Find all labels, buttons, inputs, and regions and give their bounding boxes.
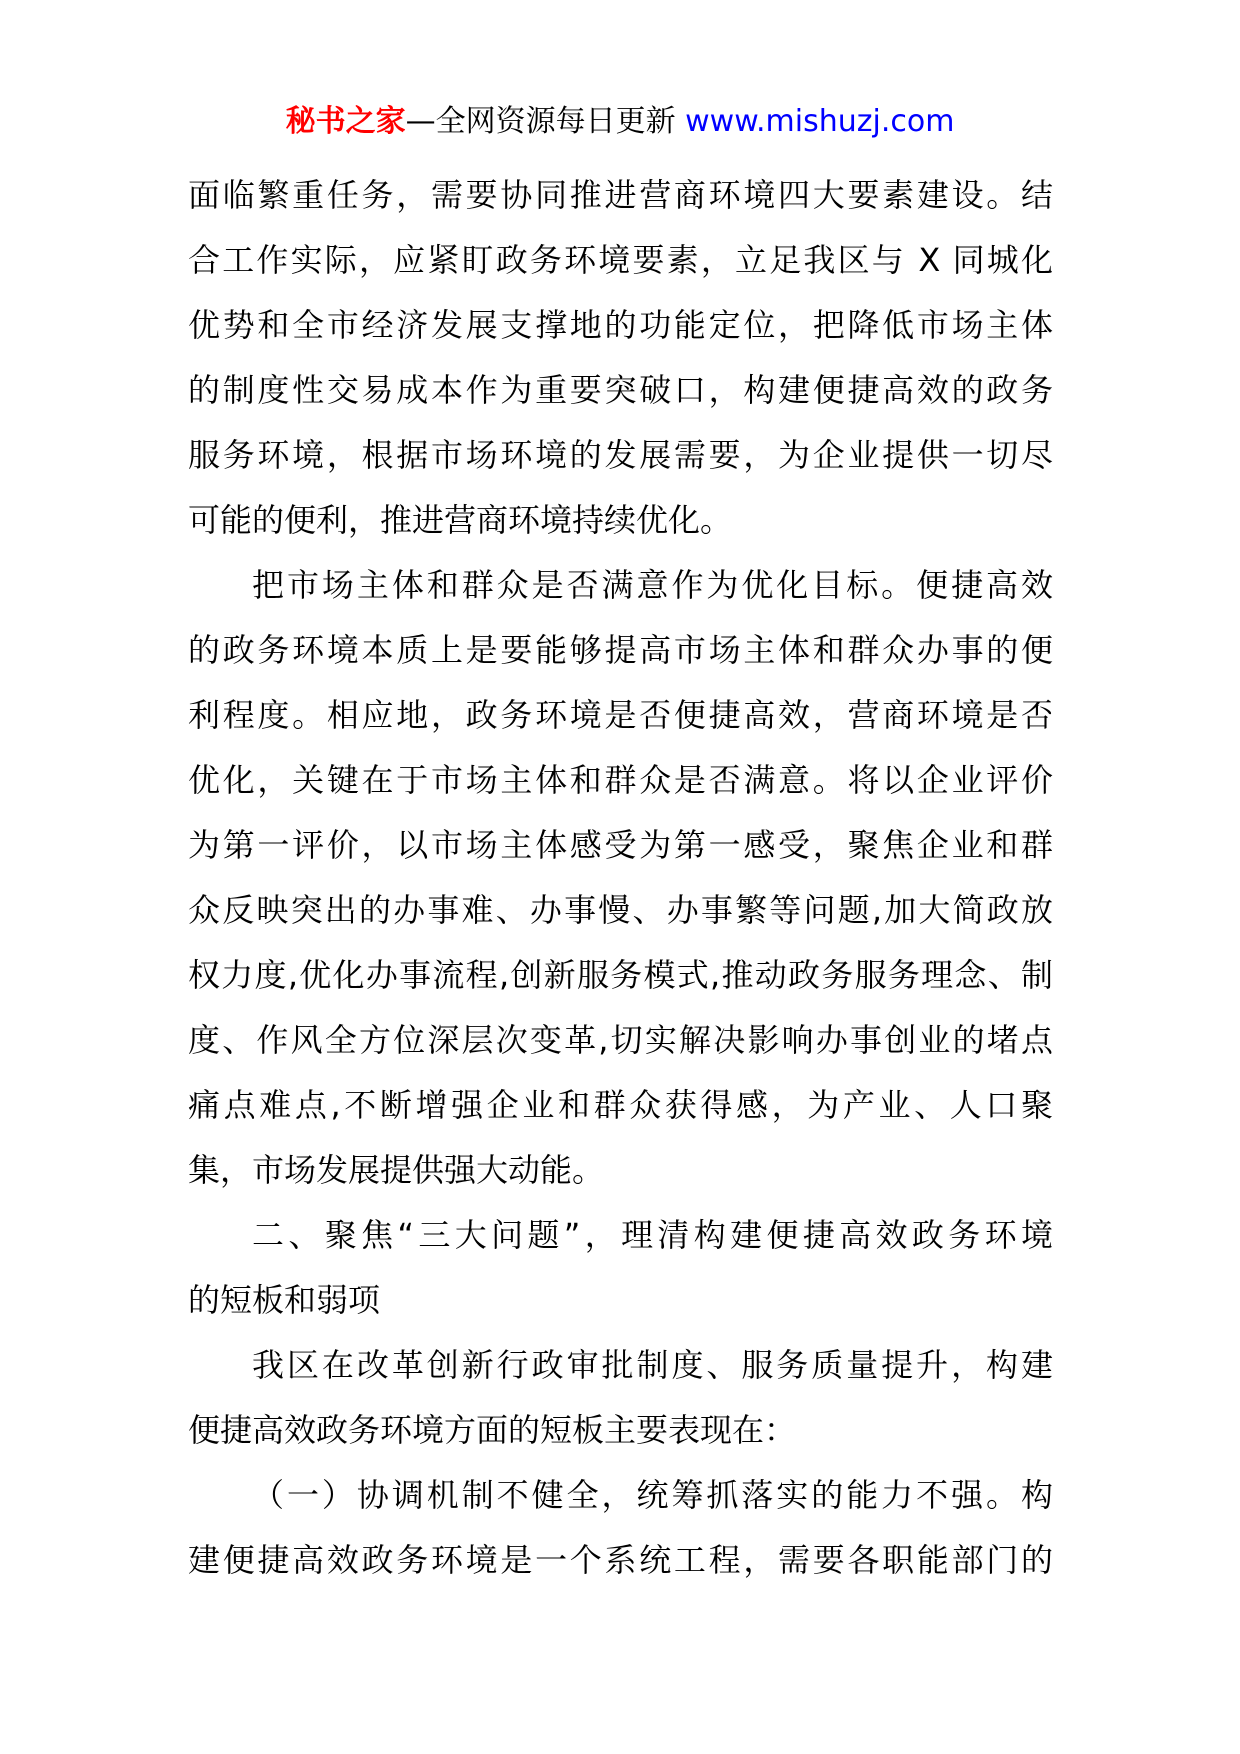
text-line: 的制度性交易成本作为重要突破口，构建便捷高效的政务 bbox=[188, 371, 1053, 409]
paragraph-start-line: （一）协调机制不健全，统筹抓落实的能力不强。构 bbox=[252, 1476, 1053, 1514]
site-slogan: —全网资源每日更新 bbox=[405, 104, 686, 139]
text-line: 痛点难点,不断增强企业和群众获得感，为产业、人口聚 bbox=[188, 1086, 1053, 1124]
site-header bbox=[0, 100, 1240, 144]
paragraph-start-line: 我区在改革创新行政审批制度、服务质量提升，构建 bbox=[252, 1346, 1053, 1384]
text-line: 为第一评价，以市场主体感受为第一感受，聚焦企业和群 bbox=[188, 826, 1053, 864]
text-line: 服务环境，根据市场环境的发展需要，为企业提供一切尽 bbox=[188, 436, 1053, 474]
text-line: 面临繁重任务，需要协同推进营商环境四大要素建设。结 bbox=[188, 176, 1053, 214]
text-line: 权力度,优化办事流程,创新服务模式,推动政务服务理念、制 bbox=[188, 956, 1053, 994]
text-line: 度、作风全方位深层次变革,切实解决影响办事创业的堵点 bbox=[188, 1021, 1053, 1059]
paragraph-end-line: 集，市场发展提供强大动能。 bbox=[188, 1151, 605, 1189]
section-heading-line: 二、聚焦“三大问题”，理清构建便捷高效政务环境 bbox=[252, 1216, 1053, 1254]
text-line: 优化，关键在于市场主体和群众是否满意。将以企业评价 bbox=[188, 761, 1053, 799]
site-brand: 秘书之家 bbox=[285, 104, 406, 139]
paragraph-start-line: 把市场主体和群众是否满意作为优化目标。便捷高效 bbox=[252, 566, 1053, 604]
text-line: 合工作实际，应紧盯政务环境要素，立足我区与 X 同城化 bbox=[188, 241, 1053, 279]
text-line: 建便捷高效政务环境是一个系统工程，需要各职能部门的 bbox=[188, 1541, 1053, 1579]
section-heading-line: 的短板和弱项 bbox=[188, 1281, 381, 1319]
paragraph-end-line: 便捷高效政务环境方面的短板主要表现在： bbox=[188, 1411, 797, 1449]
site-url[interactable]: www.mishuzj.com bbox=[685, 104, 955, 139]
text-line: 利程度。相应地，政务环境是否便捷高效，营商环境是否 bbox=[188, 696, 1053, 734]
text-line: 众反映突出的办事难、办事慢、办事繁等问题,加大简政放 bbox=[188, 891, 1053, 929]
text-line: 优势和全市经济发展支撑地的功能定位，把降低市场主体 bbox=[188, 306, 1053, 344]
text-line: 的政务环境本质上是要能够提高市场主体和群众办事的便 bbox=[188, 631, 1053, 669]
paragraph-end-line: 可能的便利，推进营商环境持续优化。 bbox=[188, 501, 733, 539]
document-body bbox=[188, 163, 1053, 1593]
